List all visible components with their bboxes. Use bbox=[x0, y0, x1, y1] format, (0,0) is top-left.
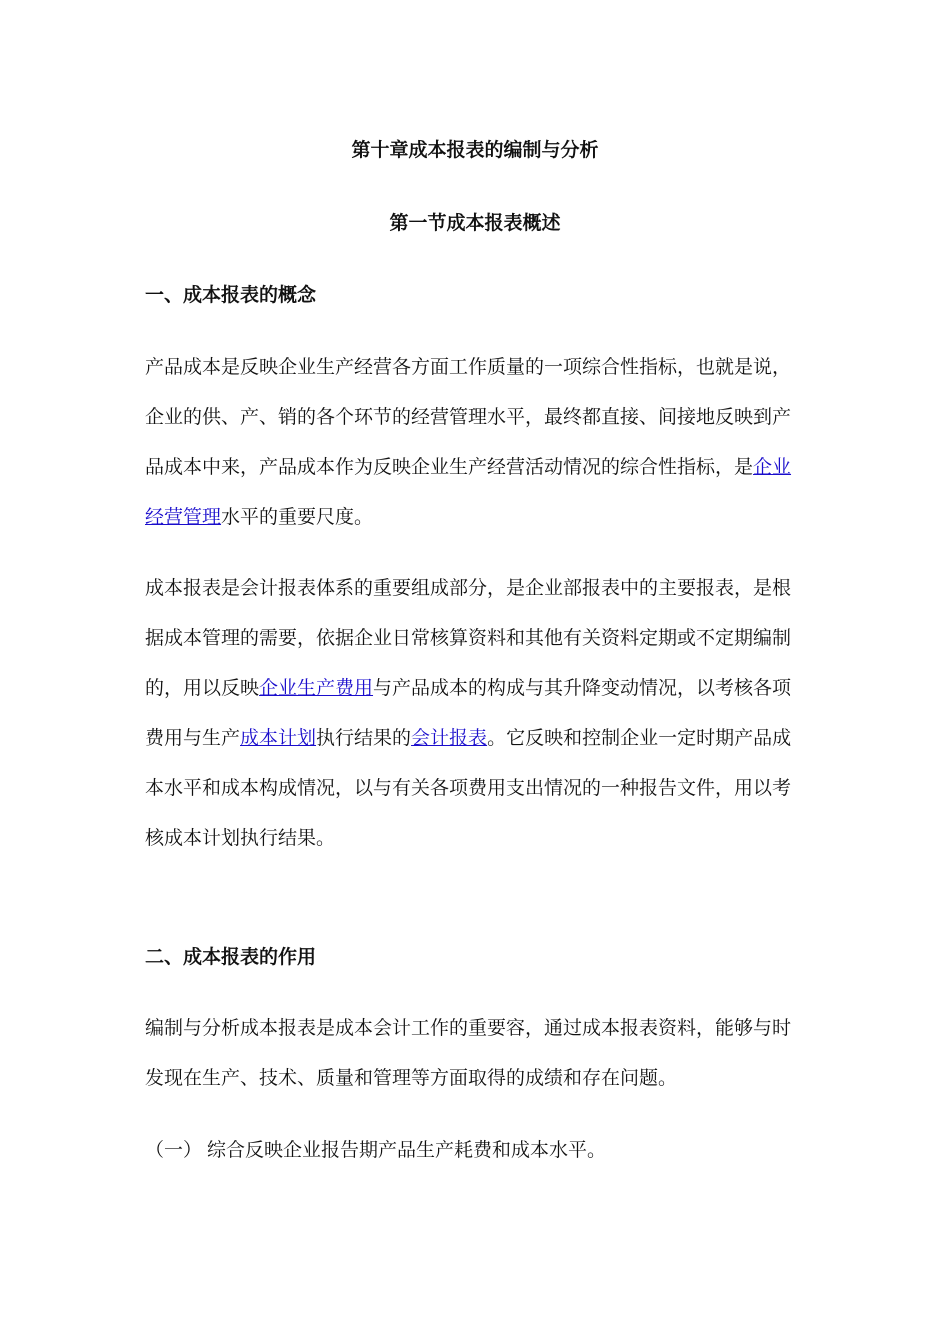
paragraph-text: 费用与生产 bbox=[145, 727, 241, 749]
chapter-title: 第十章成本报表的编制与分析 bbox=[351, 139, 599, 161]
list-marker: （一） bbox=[145, 1139, 203, 1161]
paragraph-line bbox=[145, 492, 795, 542]
paragraph-text: 。它反映和控制企业一定时期产品成 bbox=[487, 727, 792, 749]
paragraph-line: 本水平和成本构成情况，以与有关各项费用支出情况的一种报告文件，用以考 bbox=[145, 777, 792, 799]
paragraph-function bbox=[145, 1003, 795, 1103]
paragraph-line: 企业的供、产、销的各个环节的经营管理水平，最终都直接、间接地反映到产 bbox=[145, 406, 792, 428]
section-title: 第一节成本报表概述 bbox=[389, 212, 561, 234]
paragraph-text: 执行结果的 bbox=[316, 727, 412, 749]
paragraph-text: 与产品成本的构成与其升降变动情况，以考核各项 bbox=[373, 677, 792, 699]
paragraph-line: 产品成本是反映企业生产经营各方面工作质量的一项综合性指标，也就是说， bbox=[145, 356, 792, 378]
list-item-text: 综合反映企业报告期产品生产耗费和成本水平。 bbox=[207, 1139, 607, 1161]
link-enterprise-management-cont[interactable]: 经营管理 bbox=[145, 506, 222, 528]
paragraph-definition bbox=[145, 563, 795, 863]
paragraph-concept bbox=[145, 342, 795, 542]
link-enterprise-management[interactable]: 企业 bbox=[753, 456, 792, 478]
paragraph-line bbox=[145, 663, 795, 713]
paragraph-line: 发现在生产、技术、质量和管理等方面取得的成绩和存在问题。 bbox=[145, 1067, 678, 1089]
heading-concept: 一、成本报表的概念 bbox=[145, 284, 317, 306]
link-accounting-statements[interactable]: 会计报表 bbox=[411, 727, 488, 749]
link-production-expenses[interactable]: 企业生产费用 bbox=[259, 677, 374, 699]
paragraph-line bbox=[145, 713, 795, 763]
paragraph-text: 水平的重要尺度。 bbox=[221, 506, 374, 528]
paragraph-line: 编制与分析成本报表是成本会计工作的重要容，通过成本报表资料，能够与时 bbox=[145, 1017, 792, 1039]
paragraph-line bbox=[145, 442, 795, 492]
list-item bbox=[145, 1138, 606, 1162]
paragraph-text: 品成本中来，产品成本作为反映企业生产经营活动情况的综合性指标，是 bbox=[145, 456, 754, 478]
paragraph-line: 据成本管理的需要，依据企业日常核算资料和其他有关资料定期或不定期编制 bbox=[145, 627, 792, 649]
paragraph-line: 成本报表是会计报表体系的重要组成部分，是企业部报表中的主要报表，是根 bbox=[145, 577, 792, 599]
paragraph-line: 核成本计划执行结果。 bbox=[145, 827, 336, 849]
paragraph-text: 的，用以反映 bbox=[145, 677, 260, 699]
link-cost-plan[interactable]: 成本计划 bbox=[240, 727, 317, 749]
heading-function: 二、成本报表的作用 bbox=[145, 946, 317, 968]
